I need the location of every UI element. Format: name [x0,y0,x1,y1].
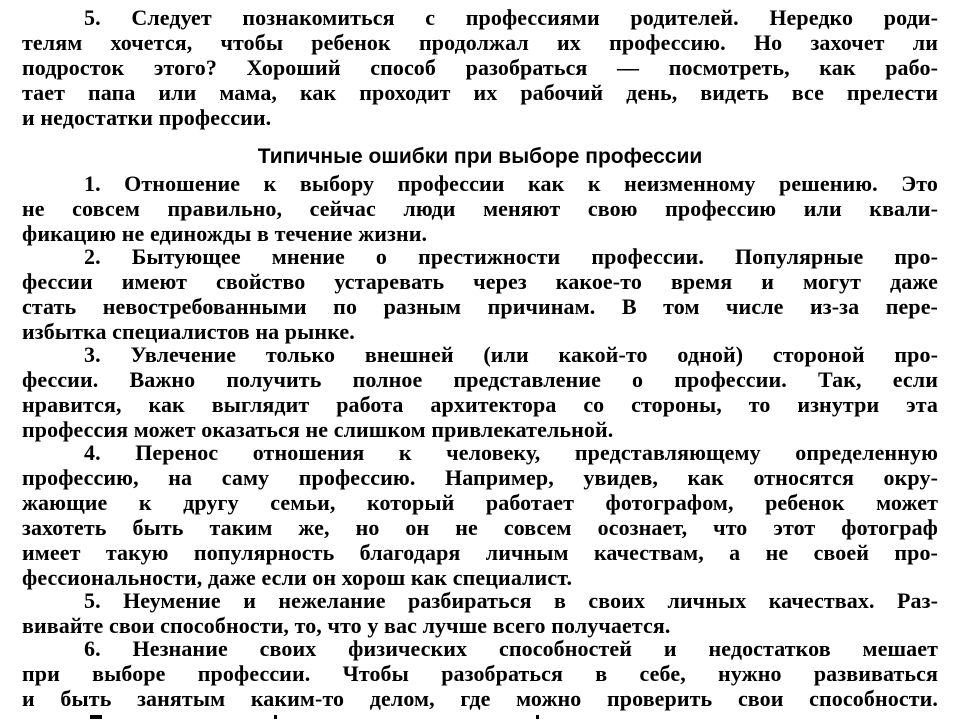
error-5-line: вивайте свои способности, то, что у вас лучше всего получается. [22,613,671,638]
error-2-line: фессии имеют свойство устаревать через какое-то время и могут даже [22,269,938,294]
paragraph-line: и недостатки профессии. [22,105,272,130]
error-4-line: жающие к другу семьи, который работает фотографом, ребенок может [22,490,938,515]
error-6-line: 6. Незнание своих физических способностей и недостатков мешает [84,636,938,661]
error-3-line: нравится, как выглядит работа архитектора со стороны, то изнутри эта [22,392,938,417]
error-4-line: 4. Перенос отношения к человеку, представляющему определенную [84,440,938,465]
error-2-line: 2. Бытующее мнение о престижности профессии. Популярные про- [84,244,938,269]
cut-off-text-fragment [84,713,544,720]
error-4-line: захотеть быть таким же, но он не совсем осознает, что этот фотограф [22,515,938,540]
paragraph-line: 5. Следует познакомиться с профессиями родителей. Нередко роди- [84,5,938,30]
error-4-line: профессию, на саму профессию. Например, увидев, как относятся окру- [22,465,938,490]
error-2-line: стать невостребованными по разным причинам. В том числе из-за пере- [22,294,938,319]
error-3-line: фессии. Важно получить полное представление о профессии. Так, если [22,367,938,392]
error-1-line: 1. Отношение к выбору профессии как к неизменному решению. Это [84,171,938,196]
error-5-line: 5. Неумение и нежелание разбираться в своих личных качествах. Раз- [84,588,938,613]
paragraph-line: тает папа или мама, как проходит их рабочий день, видеть все прелести [22,80,938,105]
paragraph-line: телям хочется, чтобы ребенок продолжал их профессию. Но захочет ли [22,30,938,55]
error-2-line: избытка специалистов на рынке. [22,319,355,344]
error-6-line: и быть занятым каким-то делом, где можно проверить свои способности. [22,686,938,711]
error-4-line: фессиональности, даже если он хорош как специалист. [22,565,573,590]
error-6-line: при выборе профессии. Чтобы разобраться в себе, нужно развиваться [22,661,938,686]
error-1-line: фикацию не единожды в течение жизни. [22,221,428,246]
error-4-line: имеет такую популярность благодаря личным качествам, а не своей про- [22,540,938,565]
error-3-line: профессия может оказаться не слишком привлекательной. [22,417,614,442]
paragraph-line: подросток этого? Хороший способ разобраться — посмотреть, как рабо- [22,55,938,80]
error-1-line: не совсем правильно, сейчас люди меняют свою профессию или квали- [22,196,938,221]
section-heading: Типичные ошибки при выборе профессии [257,145,703,168]
error-3-line: 3. Увлечение только внешней (или какой-то одной) стороной про- [84,342,938,367]
